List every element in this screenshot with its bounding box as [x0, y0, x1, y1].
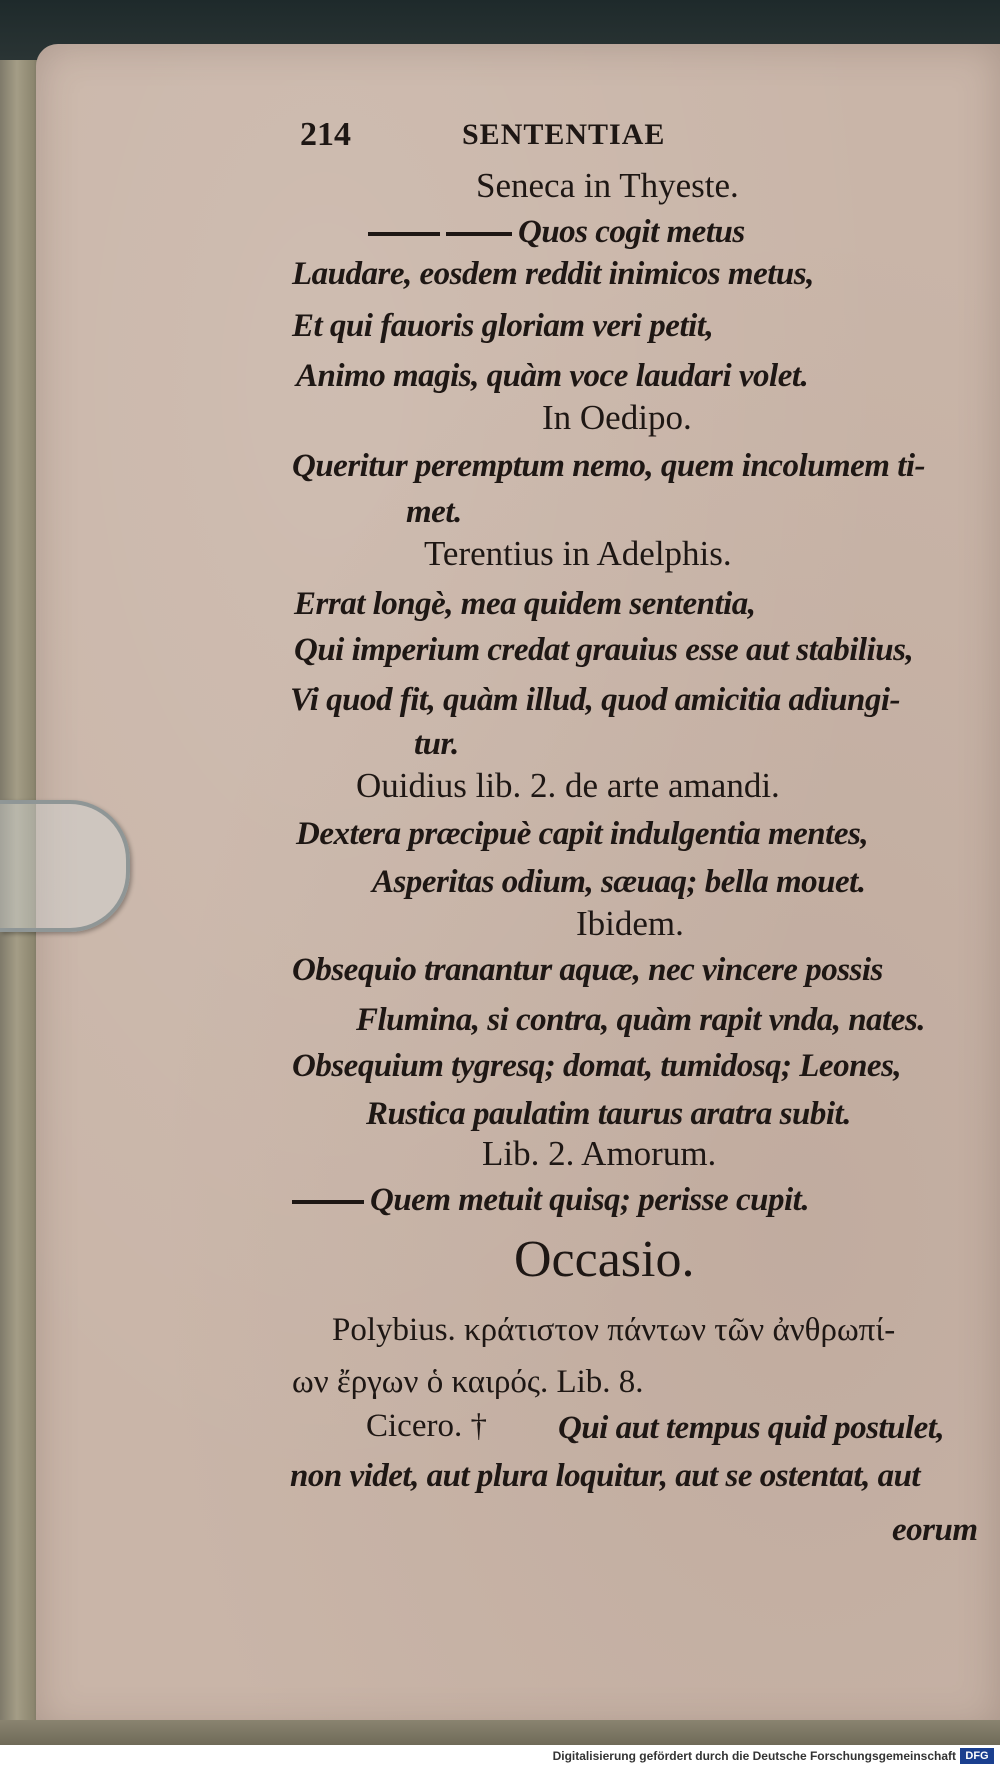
dash-rule: [292, 1200, 364, 1204]
verse-line: Et qui fauoris gloriam veri petit,: [292, 308, 714, 344]
running-head: SENTENTIAE: [462, 118, 666, 151]
footer-credit: Digitalisierung gefördert durch die Deutsche Forschungsgemeinschaft: [552, 1749, 956, 1763]
polybius-quote-line: ων ἔργων ὁ καιρός. Lib. 8.: [292, 1364, 644, 1400]
cicero-quote-line: non videt, aut plura loquitur, aut se ostentat, aut: [290, 1458, 921, 1494]
section-heading: Seneca in Thyeste.: [476, 166, 739, 205]
verse-line: Laudare, eosdem reddit inimicos metus,: [292, 256, 814, 292]
verse-line: Flumina, si contra, quàm rapit vnda, nates.: [356, 1002, 925, 1038]
cicero-quote-line: Qui aut tempus quid postulet,: [558, 1410, 945, 1446]
section-heading: Terentius in Adelphis.: [424, 534, 732, 573]
dfg-logo: DFG: [960, 1748, 994, 1764]
verse-line: Quos cogit metus: [368, 216, 745, 249]
verse-line: Dextera præcipuè capit indulgentia mentes,: [296, 816, 869, 852]
verse-line: Vi quod fit, quàm illud, quod amicitia adiungi-: [290, 682, 901, 718]
section-heading: Ouidius lib. 2. de arte amandi.: [356, 766, 780, 805]
section-heading: In Oedipo.: [542, 398, 692, 437]
dash-rule: [446, 232, 512, 236]
verse-line: met.: [406, 494, 462, 530]
cicero-author: Cicero. †: [366, 1408, 487, 1444]
catchword: eorum: [892, 1512, 978, 1548]
verse-line: Rustica paulatim taurus aratra subit.: [366, 1096, 851, 1132]
verse-line: Errat longè, mea quidem sententia,: [294, 586, 756, 622]
verse-line: tur.: [414, 726, 459, 762]
footer-bar: [0, 1745, 1000, 1769]
topic-heading: Occasio.: [514, 1231, 695, 1288]
verse-line: Qui imperium credat grauius esse aut stabilius,: [294, 632, 914, 668]
page-number: 214: [300, 116, 351, 153]
verse-line: Obsequio tranantur aquæ, nec vincere possis: [292, 952, 883, 988]
verse-line: Asperitas odium, sæuaq; bella mouet.: [372, 864, 866, 900]
verse-line: Animo magis, quàm voce laudari volet.: [296, 358, 809, 394]
verse-line: Queritur peremptum nemo, quem incolumem ti-: [292, 448, 926, 484]
section-heading: Ibidem.: [576, 904, 684, 943]
dash-rule: [368, 232, 440, 236]
verse-line: Quem metuit quisq; perisse cupit.: [292, 1184, 809, 1217]
section-heading: Lib. 2. Amorum.: [482, 1134, 717, 1173]
verse-line: Obsequium tygresq; domat, tumidosq; Leones,: [292, 1048, 902, 1084]
polybius-quote-line: Polybius. κράτιστον πάντων τῶν ἀνθρωπί-: [332, 1312, 896, 1348]
